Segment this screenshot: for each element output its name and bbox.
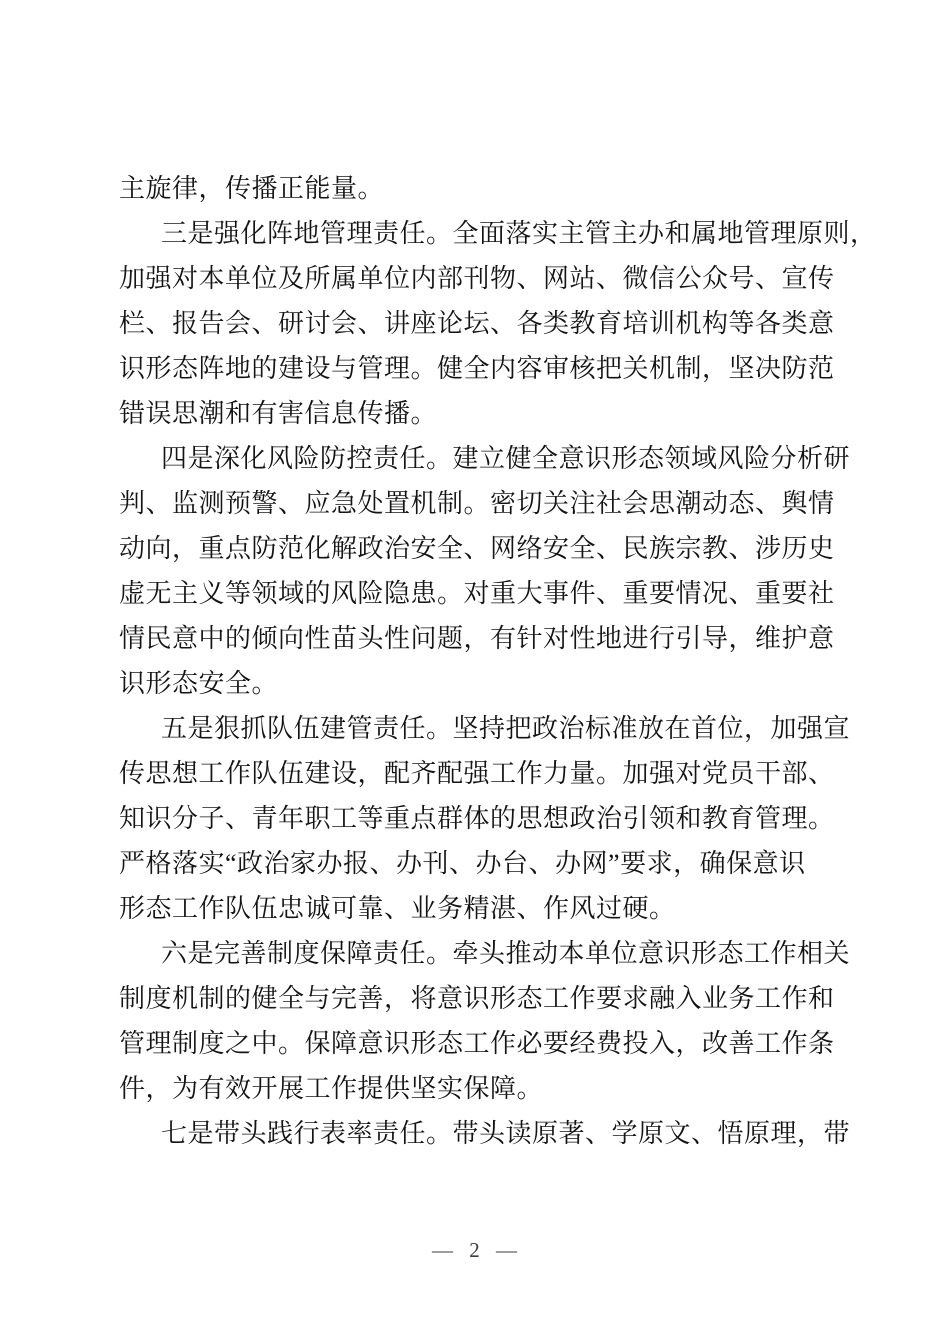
- text-line: 严格落实“政治家办报、办刊、办台、办网”要求，确保意识: [119, 849, 806, 878]
- text-line: 四是深化风险防控责任。建立健全意识形态领域风险分析研: [161, 444, 851, 473]
- text-line: 形态工作队伍忠诚可靠、业务精湛、作风过硬。: [119, 894, 676, 923]
- text-line: 虚无主义等领域的风险隐患。对重大事件、重要情况、重要社: [119, 579, 835, 608]
- text-line: 管理制度之中。保障意识形态工作必要经费投入，改善工作条: [119, 1029, 835, 1058]
- text-line: 加强对本单位及所属单位内部刊物、网站、微信公众号、宣传: [119, 264, 835, 293]
- text-line: 错误思潮和有害信息传播。: [119, 399, 438, 428]
- page-number: — 2 —: [432, 1238, 518, 1262]
- text-line: 六是完善制度保障责任。牵头推动本单位意识形态工作相关: [161, 939, 851, 968]
- text-line: 动向，重点防范化解政治安全、网络安全、民族宗教、涉历史: [119, 534, 835, 563]
- text-line: 识形态安全。: [119, 669, 279, 698]
- text-line: 栏、报告会、研讨会、讲座论坛、各类教育培训机构等各类意: [119, 309, 835, 338]
- text-line: 件，为有效开展工作提供坚实保障。: [119, 1074, 544, 1103]
- document-body: [119, 166, 877, 1156]
- text-line: 七是带头践行表率责任。带头读原著、学原文、悟原理，带: [161, 1119, 851, 1148]
- text-line: 制度机制的健全与完善，将意识形态工作要求融入业务工作和: [119, 984, 835, 1013]
- text-line: 识形态阵地的建设与管理。健全内容审核把关机制，坚决防范: [119, 354, 835, 383]
- text-line: 知识分子、青年职工等重点群体的思想政治引领和教育管理。: [119, 804, 835, 833]
- text-line: 传思想工作队伍建设，配齐配强工作力量。加强对党员干部、: [119, 759, 835, 788]
- text-line: 主旋律，传播正能量。: [119, 174, 385, 203]
- text-line: 判、监测预警、应急处置机制。密切关注社会思潮动态、舆情: [119, 489, 835, 518]
- text-line: 三是强化阵地管理责任。全面落实主管主办和属地管理原则，: [161, 219, 877, 248]
- text-line: 情民意中的倾向性苗头性问题，有针对性地进行引导，维护意: [119, 624, 835, 653]
- text-line: 五是狠抓队伍建管责任。坚持把政治标准放在首位，加强宣: [161, 714, 851, 743]
